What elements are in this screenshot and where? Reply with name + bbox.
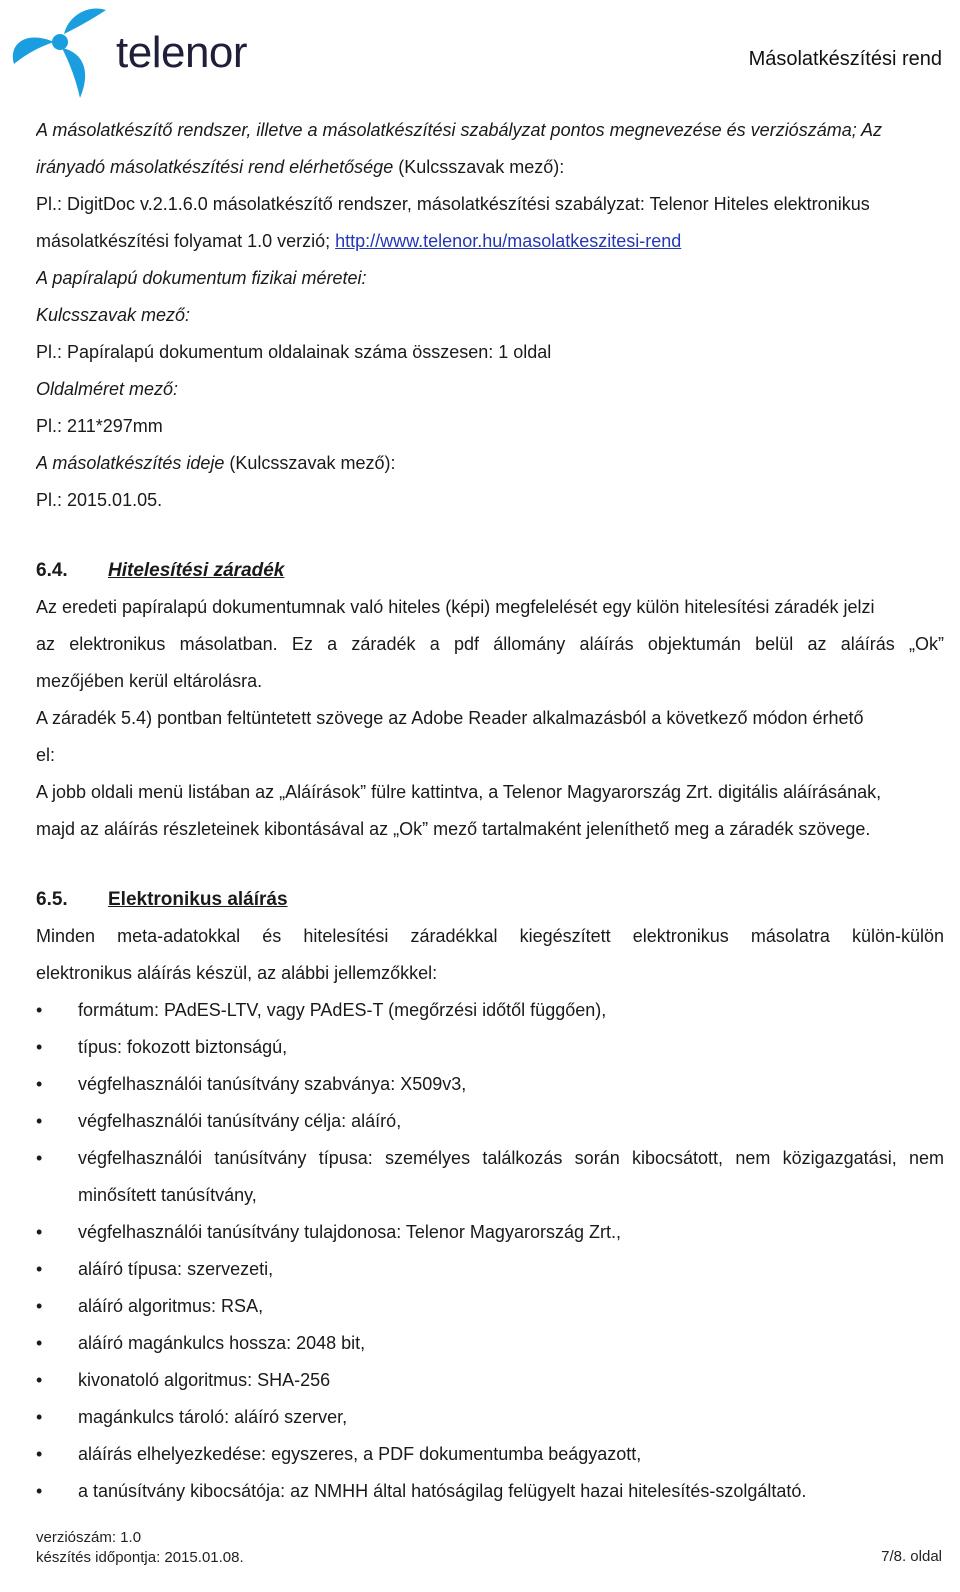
telenor-propeller-icon bbox=[6, 4, 116, 104]
intro-line-3: Pl.: DigitDoc v.2.1.6.0 másolatkészítő rendszer, másolatkészítési szabályzat: Telenor Hiteles elektronikus bbox=[36, 194, 870, 214]
list-item: • végfelhasználói tanúsítvány célja: aláíró, bbox=[36, 1103, 944, 1140]
intro-line-4-text: másolatkészítési folyamat 1.0 verzió; bbox=[36, 231, 336, 251]
list-item: • kivonatoló algoritmus: SHA-256 bbox=[36, 1362, 944, 1399]
paragraph-line: majd az aláírás részleteinek kibontásával az „Ok” mező tartalmaként jeleníthető meg a záradék szövege. bbox=[36, 819, 871, 839]
list-item: • aláíró algoritmus: RSA, bbox=[36, 1288, 944, 1325]
list-item: • típus: fokozott biztonságú, bbox=[36, 1029, 944, 1066]
intro-line-1: A másolatkészítő rendszer, illetve a másolatkészítési szabályzat pontos megnevezése és verziószáma; Az bbox=[36, 120, 883, 140]
intro-line-6: Kulcsszavak mező: bbox=[36, 305, 191, 325]
intro-line-8: Oldalméret mező: bbox=[36, 379, 179, 399]
intro-line-2-rest: (Kulcsszavak mező): bbox=[393, 157, 565, 177]
list-item-line: • végfelhasználói tanúsítvány típusa: személyes találkozás során kibocsátott, nem közigazgatási, nem bbox=[78, 1148, 944, 1168]
intro-line-2 bbox=[36, 149, 944, 186]
intro-line-5: A papíralapú dokumentum fizikai méretei: bbox=[36, 268, 367, 288]
logo-wordmark: telenor bbox=[116, 28, 248, 77]
intro-line-4 bbox=[36, 223, 944, 260]
signature-properties-list bbox=[36, 992, 944, 1510]
intro-line-7: Pl.: Papíralapú dokumentum oldalainak száma összesen: 1 oldal bbox=[36, 342, 552, 362]
paragraph-line: elektronikus aláírás készül, az alábbi jellemzőkkel: bbox=[36, 963, 438, 983]
intro-line-11: Pl.: 2015.01.05. bbox=[36, 490, 163, 510]
list-item: • magánkulcs tároló: aláíró szerver, bbox=[36, 1399, 944, 1436]
section-number: 6.5. bbox=[36, 889, 68, 910]
list-item: • aláíró magánkulcs hossza: 2048 bit, bbox=[36, 1325, 944, 1362]
paragraph-line: el: bbox=[36, 745, 56, 765]
footer-version: verziószám: 1.0 bbox=[36, 1529, 142, 1546]
page-header-title: Másolatkészítési rend bbox=[748, 48, 942, 70]
section-title: Hitelesítési záradék bbox=[108, 560, 285, 581]
document-body bbox=[36, 112, 944, 1510]
list-item: • aláíró típusa: szervezeti, bbox=[36, 1251, 944, 1288]
footer-date: készítés időpontja: 2015.01.08. bbox=[36, 1549, 244, 1566]
list-item: • formátum: PAdES-LTV, vagy PAdES-T (megőrzési időtől függően), bbox=[36, 992, 944, 1029]
section-number: 6.4. bbox=[36, 560, 68, 581]
intro-line-10-italic: A másolatkészítés ideje bbox=[36, 453, 225, 473]
paragraph-line: mezőjében kerül eltárolásra. bbox=[36, 671, 263, 691]
section-6-4-heading bbox=[36, 552, 944, 589]
section-title: Elektronikus aláírás bbox=[108, 889, 288, 910]
list-item-line: minősített tanúsítvány, bbox=[78, 1185, 257, 1205]
list-item: • a tanúsítvány kibocsátója: az NMHH által hatóságilag felügyelt hazai hitelesítés-szolgáltató. bbox=[36, 1473, 944, 1510]
paragraph-line: A jobb oldali menü listában az „Aláírások” fülre kattintva, a Telenor Magyarország Zrt. digitális aláírásának, bbox=[36, 782, 882, 802]
intro-line-9: Pl.: 211*297mm bbox=[36, 416, 163, 436]
list-item: • végfelhasználói tanúsítvány tulajdonosa: Telenor Magyarország Zrt., bbox=[36, 1214, 944, 1251]
paragraph-line: az elektronikus másolatban. Ez a záradék a pdf állomány aláírás objektumán belül az aláírás „Ok” bbox=[36, 634, 944, 654]
paragraph-line: Minden meta-adatokkal és hitelesítési záradékkal kiegészített elektronikus másolatra külön-külön bbox=[36, 926, 944, 946]
intro-line-10-rest: (Kulcsszavak mező): bbox=[224, 453, 396, 473]
intro-line-10 bbox=[36, 445, 944, 482]
list-item bbox=[36, 1140, 944, 1214]
telenor-logo bbox=[6, 4, 248, 104]
list-item: • végfelhasználói tanúsítvány szabványa: X509v3, bbox=[36, 1066, 944, 1103]
list-item: • aláírás elhelyezkedése: egyszeres, a PDF dokumentumba beágyazott, bbox=[36, 1436, 944, 1473]
page-number: 7/8. oldal bbox=[881, 1548, 942, 1565]
footer-info bbox=[36, 1528, 244, 1568]
paragraph-line: A záradék 5.4) pontban feltüntetett szövege az Adobe Reader alkalmazásból a következő módon érhető bbox=[36, 708, 864, 728]
intro-line-2-italic: irányadó másolatkészítési rend elérhetősége bbox=[36, 157, 394, 177]
section-6-5-heading bbox=[36, 881, 944, 918]
masolatkeszitesi-rend-link[interactable]: http://www.telenor.hu/masolatkeszitesi-rend bbox=[335, 231, 682, 251]
paragraph-line: Az eredeti papíralapú dokumentumnak való hiteles (képi) megfelelését egy külön hitelesítési záradék jelzi bbox=[36, 597, 875, 617]
